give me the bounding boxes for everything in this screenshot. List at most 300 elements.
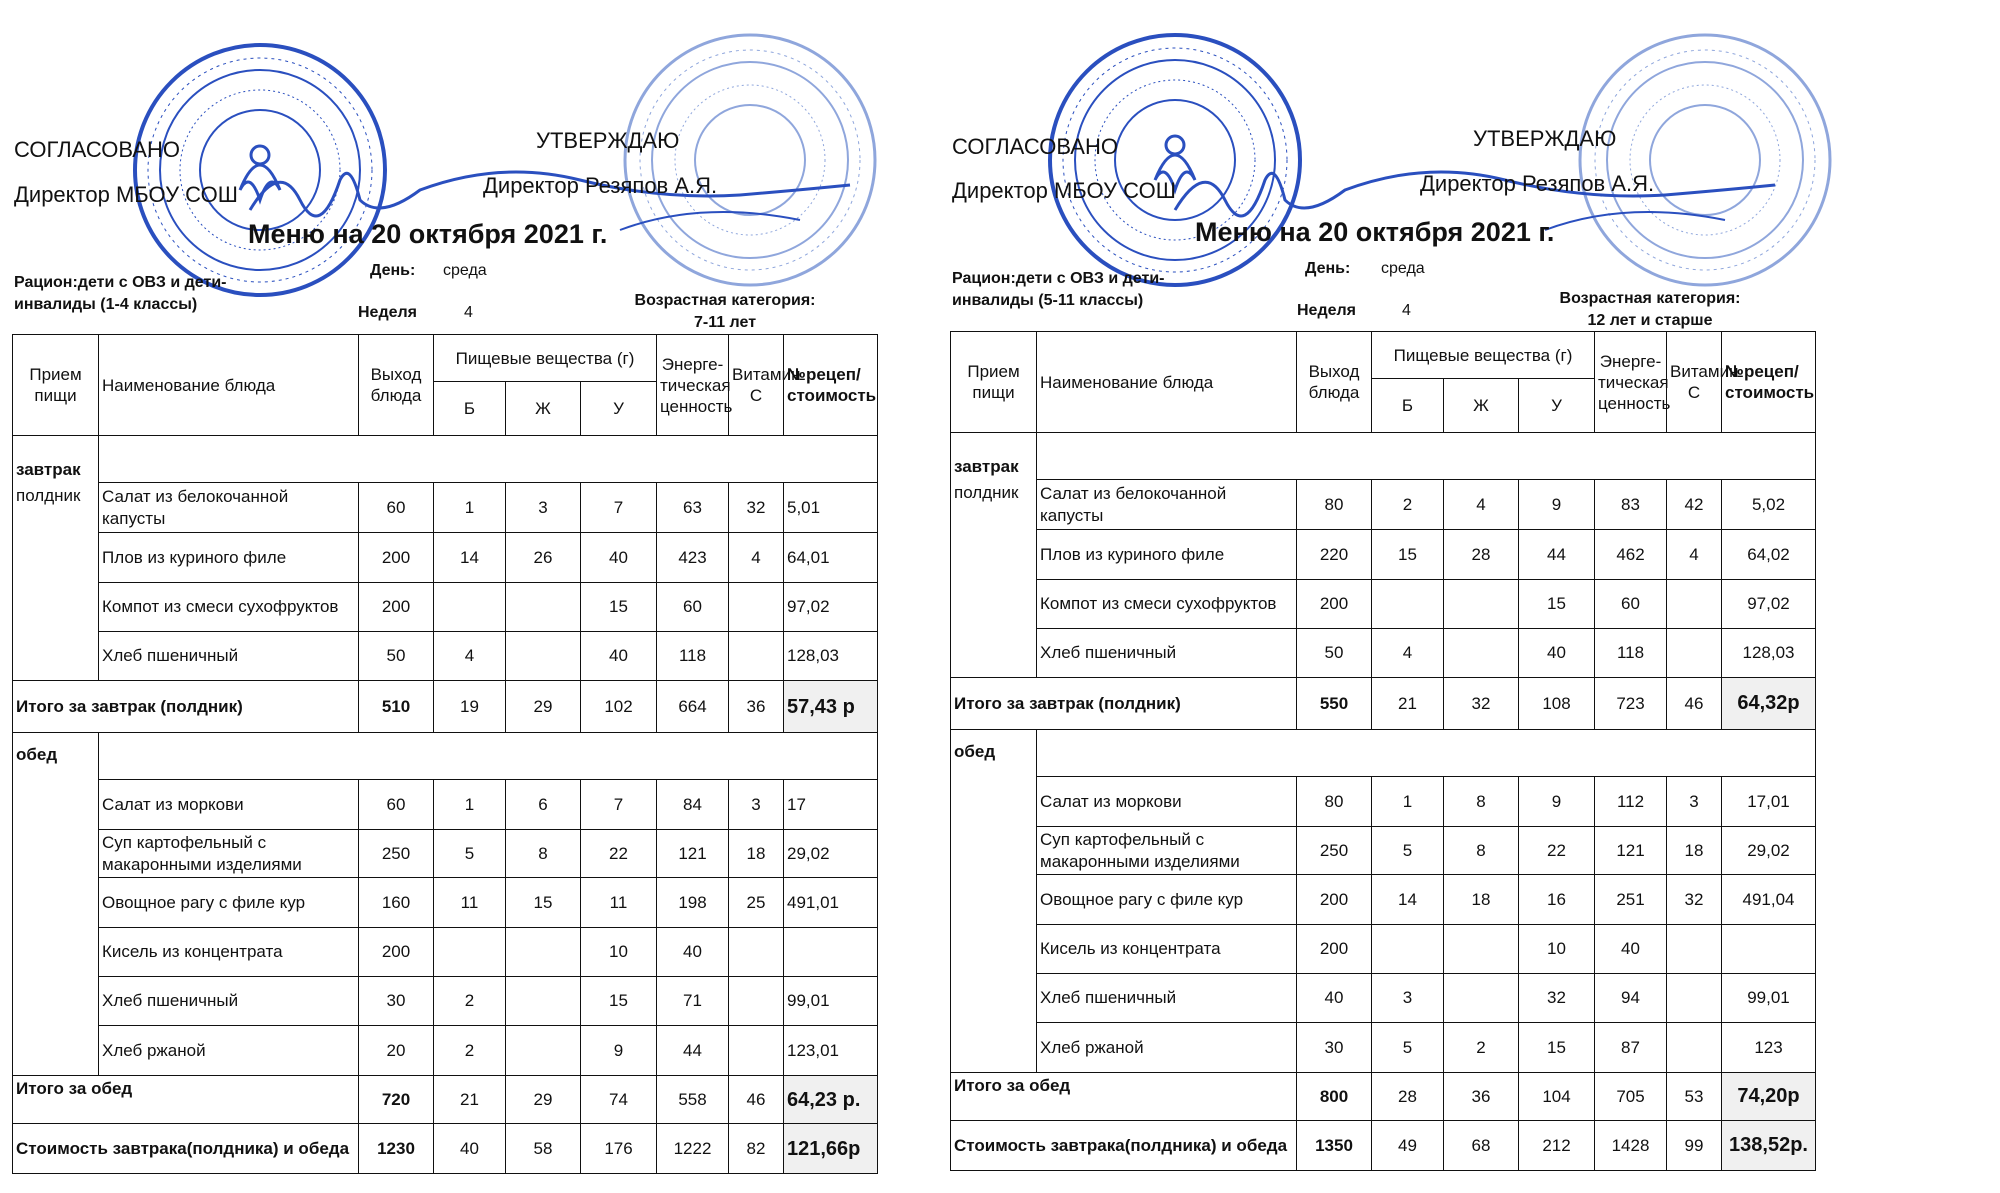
dish-yield: 200 bbox=[1297, 925, 1372, 974]
dish-zh bbox=[506, 1026, 581, 1076]
dish-name: Плов из куриного филе bbox=[1037, 530, 1297, 580]
grand-total-row bbox=[951, 1121, 1816, 1171]
dish-b: 15 bbox=[1372, 530, 1444, 580]
total-label: Итого за завтрак (полдник) bbox=[951, 678, 1297, 730]
section-spacer bbox=[99, 733, 878, 780]
total-energy: 664 bbox=[657, 681, 729, 733]
lunch-label: обед bbox=[16, 745, 58, 764]
total-yield: 550 bbox=[1297, 678, 1372, 730]
dish-u: 7 bbox=[581, 780, 657, 830]
dish-b: 5 bbox=[434, 830, 506, 878]
dish-b: 5 bbox=[1372, 1023, 1444, 1073]
col-zh: Ж bbox=[1444, 379, 1519, 433]
dish-u: 40 bbox=[581, 533, 657, 583]
col-b: Б bbox=[434, 382, 506, 436]
total-b: 28 bbox=[1372, 1073, 1444, 1121]
col-yield: Выход блюда bbox=[359, 335, 434, 436]
table-row bbox=[13, 780, 878, 830]
dish-energy: 60 bbox=[1595, 580, 1667, 629]
dish-b: 14 bbox=[434, 533, 506, 583]
menu-page-right bbox=[935, 0, 1835, 1193]
dish-energy: 121 bbox=[657, 830, 729, 878]
grand-u: 176 bbox=[581, 1124, 657, 1174]
dish-vitc bbox=[1667, 1023, 1722, 1073]
day-label: День: bbox=[370, 262, 416, 279]
grand-total-row bbox=[13, 1124, 878, 1174]
dish-vitc: 18 bbox=[1667, 827, 1722, 875]
total-zh: 32 bbox=[1444, 678, 1519, 730]
round-seal-stamp bbox=[130, 40, 390, 300]
dish-u: 10 bbox=[1519, 925, 1595, 974]
dish-b: 5 bbox=[1372, 827, 1444, 875]
total-energy: 723 bbox=[1595, 678, 1667, 730]
dish-vitc bbox=[1667, 925, 1722, 974]
dish-zh: 6 bbox=[506, 780, 581, 830]
total-vitc: 46 bbox=[729, 1076, 784, 1124]
section-spacer bbox=[99, 436, 878, 483]
grand-b: 40 bbox=[434, 1124, 506, 1174]
col-vitc: Витамин С bbox=[1667, 332, 1722, 433]
dish-u: 15 bbox=[581, 583, 657, 632]
approved-by: Директор МБОУ СОШ bbox=[14, 182, 238, 207]
section-spacer bbox=[1037, 730, 1816, 777]
lunch-label: обед bbox=[954, 742, 996, 761]
total-cost: 74,20р bbox=[1722, 1073, 1816, 1121]
dish-yield: 200 bbox=[1297, 580, 1372, 629]
table-row bbox=[951, 530, 1816, 580]
section-breakfast bbox=[951, 433, 1037, 678]
dish-zh bbox=[1444, 580, 1519, 629]
week-label: Неделя bbox=[1297, 302, 1357, 319]
day-value: среда bbox=[1381, 260, 1425, 277]
dish-u: 44 bbox=[1519, 530, 1595, 580]
total-energy: 705 bbox=[1595, 1073, 1667, 1121]
confirm-by: Директор Резяпов А.Я. bbox=[1420, 171, 1655, 196]
total-u: 102 bbox=[581, 681, 657, 733]
dish-energy: 118 bbox=[657, 632, 729, 681]
dish-b: 14 bbox=[1372, 875, 1444, 925]
dish-b: 4 bbox=[1372, 629, 1444, 678]
grand-vitc: 99 bbox=[1667, 1121, 1722, 1171]
dish-yield: 40 bbox=[1297, 974, 1372, 1023]
dish-recipe: 17,01 bbox=[1722, 777, 1816, 827]
dish-name: Хлеб пшеничный bbox=[1037, 629, 1297, 678]
total-zh: 29 bbox=[506, 1076, 581, 1124]
age-category bbox=[610, 290, 840, 334]
grand-yield: 1230 bbox=[359, 1124, 434, 1174]
approved-label: СОГЛАСОВАНО bbox=[952, 134, 1118, 159]
dish-u: 9 bbox=[581, 1026, 657, 1076]
dish-recipe: 97,02 bbox=[784, 583, 878, 632]
dish-zh: 3 bbox=[506, 483, 581, 533]
dish-vitc: 32 bbox=[729, 483, 784, 533]
age-category bbox=[1525, 288, 1775, 332]
table-row bbox=[951, 925, 1816, 974]
dish-u: 40 bbox=[1519, 629, 1595, 678]
dish-name: Хлеб ржаной bbox=[99, 1026, 359, 1076]
dish-recipe: 17 bbox=[784, 780, 878, 830]
dish-energy: 118 bbox=[1595, 629, 1667, 678]
dish-yield: 80 bbox=[1297, 480, 1372, 530]
dish-recipe bbox=[784, 928, 878, 977]
total-cost: 57,43 р bbox=[784, 681, 878, 733]
grand-u: 212 bbox=[1519, 1121, 1595, 1171]
grand-zh: 58 bbox=[506, 1124, 581, 1174]
dish-vitc bbox=[729, 928, 784, 977]
dish-zh bbox=[506, 928, 581, 977]
dish-zh: 4 bbox=[1444, 480, 1519, 530]
table-row bbox=[951, 629, 1816, 678]
dish-vitc: 42 bbox=[1667, 480, 1722, 530]
total-vitc: 53 bbox=[1667, 1073, 1722, 1121]
dish-zh: 8 bbox=[506, 830, 581, 878]
dish-name: Суп картофельный с макаронными изделиями bbox=[1037, 827, 1297, 875]
dish-b: 2 bbox=[1372, 480, 1444, 530]
dish-vitc bbox=[729, 1026, 784, 1076]
dish-recipe: 99,01 bbox=[1722, 974, 1816, 1023]
total-b: 19 bbox=[434, 681, 506, 733]
dish-vitc: 3 bbox=[729, 780, 784, 830]
dish-recipe: 5,02 bbox=[1722, 480, 1816, 530]
dish-energy: 44 bbox=[657, 1026, 729, 1076]
age-value: 12 лет и старше bbox=[1587, 312, 1713, 329]
dish-vitc: 25 bbox=[729, 878, 784, 928]
dish-recipe: 64,01 bbox=[784, 533, 878, 583]
col-u: У bbox=[581, 382, 657, 436]
dish-zh bbox=[1444, 925, 1519, 974]
snack-label: полдник bbox=[16, 486, 81, 505]
dish-u: 7 bbox=[581, 483, 657, 533]
total-u: 104 bbox=[1519, 1073, 1595, 1121]
table-row bbox=[13, 583, 878, 632]
menu-table bbox=[12, 334, 878, 1174]
dish-u: 16 bbox=[1519, 875, 1595, 925]
dish-yield: 200 bbox=[359, 928, 434, 977]
dish-recipe: 128,03 bbox=[784, 632, 878, 681]
total-label: Итого за обед bbox=[13, 1076, 359, 1124]
dish-b: 3 bbox=[1372, 974, 1444, 1023]
dish-energy: 462 bbox=[1595, 530, 1667, 580]
dish-name: Овощное рагу с филе кур bbox=[99, 878, 359, 928]
dish-name: Салат из моркови bbox=[99, 780, 359, 830]
dish-vitc bbox=[729, 632, 784, 681]
dish-u: 9 bbox=[1519, 480, 1595, 530]
dish-yield: 160 bbox=[359, 878, 434, 928]
dish-vitc: 3 bbox=[1667, 777, 1722, 827]
dish-energy: 94 bbox=[1595, 974, 1667, 1023]
dish-zh: 8 bbox=[1444, 827, 1519, 875]
grand-cost: 138,52р. bbox=[1722, 1121, 1816, 1171]
dish-name: Хлеб пшеничный bbox=[99, 632, 359, 681]
total-u: 108 bbox=[1519, 678, 1595, 730]
dish-yield: 30 bbox=[1297, 1023, 1372, 1073]
dish-energy: 83 bbox=[1595, 480, 1667, 530]
dish-energy: 60 bbox=[657, 583, 729, 632]
total-vitc: 36 bbox=[729, 681, 784, 733]
dish-name: Хлеб пшеничный bbox=[1037, 974, 1297, 1023]
dish-energy: 198 bbox=[657, 878, 729, 928]
dish-u: 15 bbox=[1519, 580, 1595, 629]
dish-b: 2 bbox=[434, 1026, 506, 1076]
dish-recipe bbox=[1722, 925, 1816, 974]
grand-label: Стоимость завтрака(полдника) и обеда bbox=[13, 1124, 359, 1174]
round-seal-stamp-light bbox=[620, 30, 880, 290]
dish-recipe: 64,02 bbox=[1722, 530, 1816, 580]
dish-name: Хлеб пшеничный bbox=[99, 977, 359, 1026]
total-b: 21 bbox=[434, 1076, 506, 1124]
table-row bbox=[13, 830, 878, 878]
dish-zh: 8 bbox=[1444, 777, 1519, 827]
dish-name: Суп картофельный с макаронными изделиями bbox=[99, 830, 359, 878]
dish-zh: 28 bbox=[1444, 530, 1519, 580]
total-cost: 64,23 р. bbox=[784, 1076, 878, 1124]
grand-energy: 1428 bbox=[1595, 1121, 1667, 1171]
dish-energy: 84 bbox=[657, 780, 729, 830]
section-lunch bbox=[951, 730, 1037, 1073]
dish-b bbox=[434, 928, 506, 977]
dish-b: 1 bbox=[1372, 777, 1444, 827]
dish-recipe: 491,01 bbox=[784, 878, 878, 928]
grand-label: Стоимость завтрака(полдника) и обеда bbox=[951, 1121, 1297, 1171]
dish-vitc: 32 bbox=[1667, 875, 1722, 925]
total-energy: 558 bbox=[657, 1076, 729, 1124]
dish-b: 2 bbox=[434, 977, 506, 1026]
dish-yield: 50 bbox=[359, 632, 434, 681]
confirm-by: Директор Резяпов А.Я. bbox=[483, 173, 718, 198]
dish-u: 22 bbox=[1519, 827, 1595, 875]
col-vitc: Витамин С bbox=[729, 335, 784, 436]
dish-name: Хлеб ржаной bbox=[1037, 1023, 1297, 1073]
table-row bbox=[951, 875, 1816, 925]
dish-yield: 250 bbox=[1297, 827, 1372, 875]
dish-b bbox=[1372, 580, 1444, 629]
dish-energy: 112 bbox=[1595, 777, 1667, 827]
dish-yield: 50 bbox=[1297, 629, 1372, 678]
col-dish: Наименование блюда bbox=[1037, 332, 1297, 433]
dish-energy: 40 bbox=[1595, 925, 1667, 974]
dish-name: Компот из смеси сухофруктов bbox=[99, 583, 359, 632]
section-lunch bbox=[13, 733, 99, 1076]
dish-energy: 423 bbox=[657, 533, 729, 583]
round-seal-stamp-light bbox=[1575, 30, 1835, 290]
table-row bbox=[951, 974, 1816, 1023]
grand-vitc: 82 bbox=[729, 1124, 784, 1174]
total-vitc: 46 bbox=[1667, 678, 1722, 730]
grand-b: 49 bbox=[1372, 1121, 1444, 1171]
round-seal-stamp bbox=[1045, 30, 1305, 290]
week-value: 4 bbox=[464, 304, 473, 321]
dish-yield: 20 bbox=[359, 1026, 434, 1076]
dish-zh bbox=[506, 977, 581, 1026]
dish-yield: 220 bbox=[1297, 530, 1372, 580]
dish-zh: 15 bbox=[506, 878, 581, 928]
total-label: Итого за обед bbox=[951, 1073, 1297, 1121]
total-yield: 720 bbox=[359, 1076, 434, 1124]
grand-energy: 1222 bbox=[657, 1124, 729, 1174]
table-row bbox=[951, 480, 1816, 530]
dish-energy: 71 bbox=[657, 977, 729, 1026]
dish-energy: 63 bbox=[657, 483, 729, 533]
dish-yield: 60 bbox=[359, 483, 434, 533]
col-recipe: №рецеп/стоимость bbox=[1722, 332, 1816, 433]
age-label: Возрастная категория: bbox=[634, 292, 816, 309]
dish-name: Салат из моркови bbox=[1037, 777, 1297, 827]
dish-b: 11 bbox=[434, 878, 506, 928]
dish-recipe: 99,01 bbox=[784, 977, 878, 1026]
table-row bbox=[951, 580, 1816, 629]
snack-label: полдник bbox=[954, 483, 1019, 502]
dish-zh bbox=[1444, 974, 1519, 1023]
table-row bbox=[13, 977, 878, 1026]
total-zh: 29 bbox=[506, 681, 581, 733]
dish-zh: 2 bbox=[1444, 1023, 1519, 1073]
dish-energy: 40 bbox=[657, 928, 729, 977]
dish-energy: 251 bbox=[1595, 875, 1667, 925]
total-row bbox=[13, 1076, 878, 1124]
total-row bbox=[951, 1073, 1816, 1121]
total-yield: 510 bbox=[359, 681, 434, 733]
dish-yield: 200 bbox=[359, 583, 434, 632]
dish-b: 1 bbox=[434, 483, 506, 533]
day-label: День: bbox=[1305, 260, 1351, 277]
table-row bbox=[13, 632, 878, 681]
col-b: Б bbox=[1372, 379, 1444, 433]
dish-yield: 200 bbox=[359, 533, 434, 583]
dish-recipe: 123 bbox=[1722, 1023, 1816, 1073]
dish-zh bbox=[506, 583, 581, 632]
dish-recipe: 97,02 bbox=[1722, 580, 1816, 629]
grand-yield: 1350 bbox=[1297, 1121, 1372, 1171]
dish-name: Салат из белокочанной капусты bbox=[1037, 480, 1297, 530]
col-nutrients: Пищевые вещества (г) bbox=[434, 335, 657, 382]
total-cost: 64,32р bbox=[1722, 678, 1816, 730]
dish-vitc bbox=[729, 977, 784, 1026]
dish-b bbox=[434, 583, 506, 632]
col-meal: Прием пищи bbox=[951, 332, 1037, 433]
dish-b: 4 bbox=[434, 632, 506, 681]
col-energy: Энерге-тическая ценность bbox=[1595, 332, 1667, 433]
dish-u: 15 bbox=[1519, 1023, 1595, 1073]
ration-label: Рацион:дети с ОВЗ и дети-инвалиды (1-4 классы) bbox=[14, 274, 227, 313]
grand-zh: 68 bbox=[1444, 1121, 1519, 1171]
total-row bbox=[13, 681, 878, 733]
total-b: 21 bbox=[1372, 678, 1444, 730]
dish-yield: 250 bbox=[359, 830, 434, 878]
col-nutrients: Пищевые вещества (г) bbox=[1372, 332, 1595, 379]
total-yield: 800 bbox=[1297, 1073, 1372, 1121]
dish-recipe: 491,04 bbox=[1722, 875, 1816, 925]
dish-u: 11 bbox=[581, 878, 657, 928]
col-meal: Прием пищи bbox=[13, 335, 99, 436]
table-row bbox=[951, 777, 1816, 827]
dish-u: 9 bbox=[1519, 777, 1595, 827]
dish-u: 22 bbox=[581, 830, 657, 878]
dish-b: 1 bbox=[434, 780, 506, 830]
col-zh: Ж bbox=[506, 382, 581, 436]
dish-recipe: 29,02 bbox=[1722, 827, 1816, 875]
dish-zh bbox=[506, 632, 581, 681]
dish-yield: 80 bbox=[1297, 777, 1372, 827]
table-row bbox=[13, 878, 878, 928]
dish-vitc: 18 bbox=[729, 830, 784, 878]
dish-vitc bbox=[1667, 580, 1722, 629]
total-row bbox=[951, 678, 1816, 730]
dish-zh: 26 bbox=[506, 533, 581, 583]
dish-recipe: 128,03 bbox=[1722, 629, 1816, 678]
week-value: 4 bbox=[1402, 302, 1411, 319]
week-label: Неделя bbox=[358, 304, 418, 321]
col-u: У bbox=[1519, 379, 1595, 433]
dish-name: Овощное рагу с филе кур bbox=[1037, 875, 1297, 925]
dish-name: Салат из белокочанной капусты bbox=[99, 483, 359, 533]
total-u: 74 bbox=[581, 1076, 657, 1124]
dish-zh: 18 bbox=[1444, 875, 1519, 925]
day-value: среда bbox=[443, 262, 487, 279]
dish-name: Плов из куриного филе bbox=[99, 533, 359, 583]
confirm-label: УТВЕРЖДАЮ bbox=[1473, 126, 1617, 151]
grand-cost: 121,66р bbox=[784, 1124, 878, 1174]
dish-recipe: 29,02 bbox=[784, 830, 878, 878]
dish-name: Кисель из концентрата bbox=[99, 928, 359, 977]
dish-yield: 60 bbox=[359, 780, 434, 830]
dish-energy: 121 bbox=[1595, 827, 1667, 875]
menu-page-left bbox=[0, 0, 900, 1193]
dish-yield: 30 bbox=[359, 977, 434, 1026]
section-breakfast bbox=[13, 436, 99, 681]
dish-b bbox=[1372, 925, 1444, 974]
table-row bbox=[951, 1023, 1816, 1073]
breakfast-label: завтрак bbox=[16, 460, 81, 479]
table-row bbox=[13, 1026, 878, 1076]
col-recipe: №рецеп/стоимость bbox=[784, 335, 878, 436]
dish-vitc bbox=[729, 583, 784, 632]
dish-u: 32 bbox=[1519, 974, 1595, 1023]
dish-name: Кисель из концентрата bbox=[1037, 925, 1297, 974]
section-spacer bbox=[1037, 433, 1816, 480]
dish-u: 15 bbox=[581, 977, 657, 1026]
approved-by: Директор МБОУ СОШ bbox=[952, 178, 1176, 203]
menu-title: Меню на 20 октября 2021 г. bbox=[1195, 217, 1555, 247]
confirm-label: УТВЕРЖДАЮ bbox=[536, 128, 680, 153]
table-row bbox=[951, 827, 1816, 875]
total-zh: 36 bbox=[1444, 1073, 1519, 1121]
dish-u: 40 bbox=[581, 632, 657, 681]
age-value: 7-11 лет bbox=[693, 314, 757, 331]
table-row bbox=[13, 928, 878, 977]
approved-label: СОГЛАСОВАНО bbox=[14, 137, 180, 162]
dish-energy: 87 bbox=[1595, 1023, 1667, 1073]
dish-recipe: 123,01 bbox=[784, 1026, 878, 1076]
total-label: Итого за завтрак (полдник) bbox=[13, 681, 359, 733]
menu-table bbox=[950, 331, 1816, 1171]
dish-vitc bbox=[1667, 974, 1722, 1023]
table-row bbox=[13, 533, 878, 583]
age-label: Возрастная категория: bbox=[1559, 290, 1741, 307]
breakfast-label: завтрак bbox=[954, 457, 1019, 476]
dish-u: 10 bbox=[581, 928, 657, 977]
ration-label: Рацион:дети с ОВЗ и дети-инвалиды (5-11 классы) bbox=[952, 270, 1165, 309]
menu-title: Меню на 20 октября 2021 г. bbox=[248, 219, 608, 249]
col-dish: Наименование блюда bbox=[99, 335, 359, 436]
dish-vitc bbox=[1667, 629, 1722, 678]
table-row bbox=[13, 483, 878, 533]
dish-vitc: 4 bbox=[1667, 530, 1722, 580]
dish-yield: 200 bbox=[1297, 875, 1372, 925]
dish-recipe: 5,01 bbox=[784, 483, 878, 533]
dish-name: Компот из смеси сухофруктов bbox=[1037, 580, 1297, 629]
col-energy: Энерге-тическая ценность bbox=[657, 335, 729, 436]
dish-vitc: 4 bbox=[729, 533, 784, 583]
